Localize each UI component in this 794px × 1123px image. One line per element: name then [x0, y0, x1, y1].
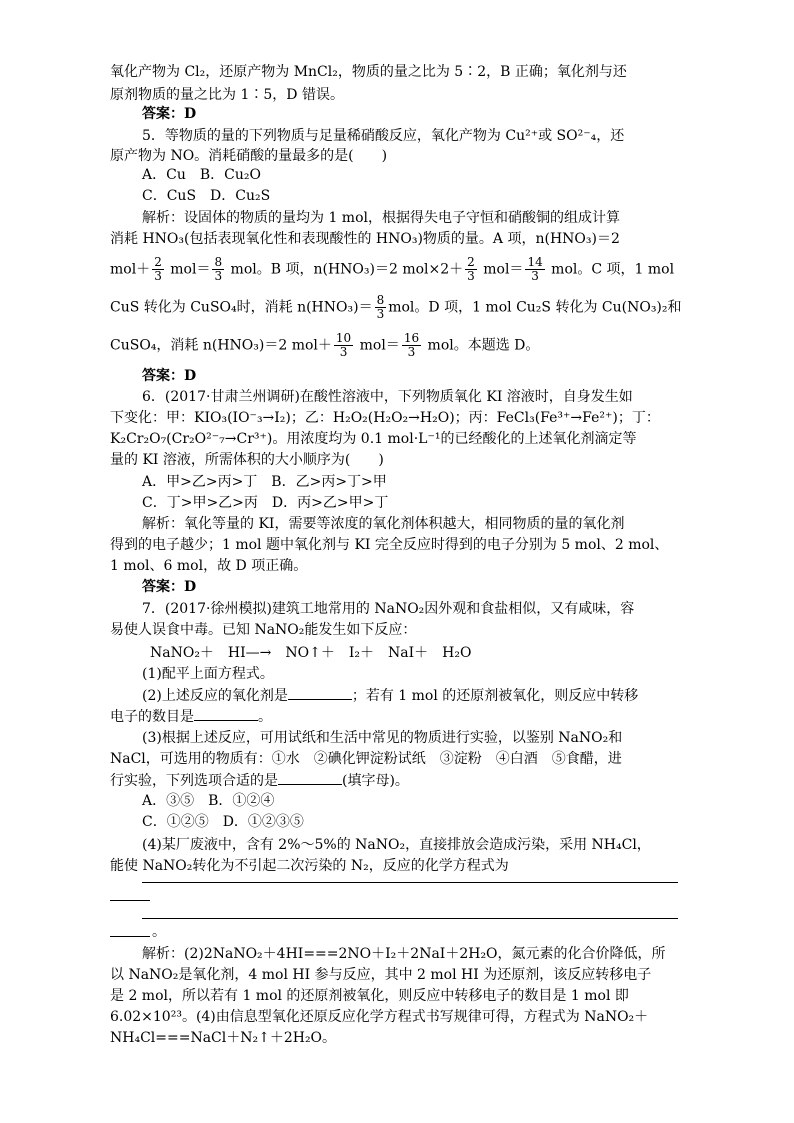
text-fragment: (2)上述反应的氧化剂是 — [142, 688, 288, 704]
text-line: 原产物为 NO。消耗硝酸的量最多的是( ) — [110, 148, 388, 164]
text-fragment: mol。B 项，n(HNO₃)＝2 mol×2＋ — [226, 261, 464, 278]
answer-line: 答案：D — [142, 579, 197, 595]
text-line — [110, 706, 272, 727]
answer-blank — [278, 770, 342, 785]
denominator: 3 — [339, 345, 348, 359]
numerator: 16 — [403, 331, 420, 345]
denominator: 3 — [531, 269, 539, 283]
numerator: 10 — [335, 331, 352, 345]
text-line: 能使 NaNO₂转化为不引起二次污染的 N₂，反应的化学方程式为 — [110, 858, 509, 874]
denominator: 3 — [214, 269, 223, 283]
text-line: 。 — [152, 924, 166, 940]
fraction — [465, 256, 477, 283]
text-fragment: mol。C 项，1 mol — [546, 261, 675, 278]
subquestion-line — [142, 685, 638, 706]
option-line: A．③⑤ B．①②④ — [142, 793, 275, 809]
text-line: 下变化：甲：KIO₃(IO⁻₃→I₂)；乙：H₂O₂(H₂O₂→H₂O)；丙：FeCl₃(Fe³⁺→Fe²⁺)；丁： — [110, 410, 660, 426]
subquestion-line: (4)某厂废液中，含有 2%～5%的 NaNO₂，直接排放会造成污染，采用 NH₄Cl， — [142, 837, 651, 853]
denominator: 3 — [154, 269, 162, 283]
numerator: 2 — [154, 255, 162, 269]
subquestion-line: (3)根据上述反应，可用试纸和生活中常见的物质进行实验，以鉴别 NaNO₂和 — [142, 730, 623, 746]
fraction — [402, 332, 421, 359]
denominator: 3 — [407, 345, 416, 359]
question-6-stem: 6．(2017·甘肃兰州调研)在酸性溶液中，下列物质氧化 KI 溶液时，自身发生如 — [142, 389, 633, 405]
option-line: C．CuS D．Cu₂S — [142, 188, 271, 204]
answer-rule — [110, 935, 150, 937]
text-line: 得到的电子越少；1 mol 题中氧化剂与 KI 完全反应时得到的电子分别为 5 mol、2 mol、 — [110, 537, 669, 553]
text-line: 氧化产物为 Cl₂，还原产物为 MnCl₂，物质的量之比为 5∶2，B 正确；氧化剂与还 — [110, 64, 627, 80]
answer-blank — [194, 706, 258, 721]
reaction-equation: NaNO₂＋ HI—→ NO↑＋ I₂＋ NaI＋ H₂O — [150, 645, 472, 661]
text-line: 消耗 HNO₃(包括表现氧化性和表现酸性的 HNO₃)物质的量。A 项，n(HNO₃)＝2 — [110, 231, 620, 247]
text-fragment: 电子的数目是 — [110, 709, 194, 725]
fraction — [212, 256, 224, 283]
text-line: 量的 KI 溶液，所需体积的大小顺序为( ) — [110, 452, 384, 468]
text-line: NaCl，可选用的物质有：①水 ②碘化钾淀粉试纸 ③淀粉 ④白酒 ⑤食醋，进 — [110, 751, 622, 767]
fraction — [525, 256, 544, 283]
answer-rule — [142, 917, 678, 919]
text-fragment: ；若有 1 mol 的还原剂被氧化，则反应中转移 — [351, 688, 639, 704]
option-line: A．甲>乙>丙>丁 B．乙>丙>丁>甲 — [142, 474, 387, 490]
text-fragment: 行实验，下列选项合适的是 — [110, 773, 278, 789]
text-line: K₂Cr₂O₇(Cr₂O²⁻₇→Cr³⁺)。用浓度均为 0.1 mol·L⁻¹的已经酸化的上述氧化剂滴定等 — [110, 431, 637, 447]
answer-line: 答案：D — [142, 106, 197, 122]
text-fragment: (填字母)。 — [342, 773, 409, 789]
text-fragment: mol＝ — [355, 337, 400, 354]
text-fragment: 。 — [258, 709, 272, 725]
numerator: 2 — [467, 255, 475, 269]
denominator: 3 — [376, 307, 385, 321]
text-fragment: mol。D 项，1 mol Cu₂S 转化为 Cu(NO₃)₂和 — [388, 299, 682, 316]
text-fragment: CuSO₄，消耗 n(HNO₃)＝2 mol＋ — [110, 337, 332, 354]
option-line: A．Cu B．Cu₂O — [142, 167, 261, 183]
question-5-stem: 5．等物质的量的下列物质与足量稀硝酸反应，氧化产物为 Cu²⁺或 SO²⁻₄，还 — [142, 128, 625, 144]
text-line: 6.02×10²³。(4)由信息型氧化还原反应化学方程式书写规律可得，方程式为 NaNO₂＋ — [110, 1009, 649, 1025]
answer-line: 答案：D — [142, 368, 197, 384]
answer-rule — [110, 899, 150, 901]
text-fragment: mol＋ — [110, 261, 151, 278]
numerator: 8 — [214, 255, 223, 269]
text-line: 原剂物质的量之比为 1∶5，D 错误。 — [110, 87, 344, 103]
analysis-line: 解析：氧化等量的 KI，需要等浓度的氧化剂体积越大，相同物质的量的氧化剂 — [142, 516, 625, 532]
text-line: 以 NaNO₂是氧化剂，4 mol HI 参与反应，其中 2 mol HI 为还原剂，该反应转移电子 — [110, 967, 652, 983]
text-fragment: mol＝ — [478, 261, 524, 278]
text-line: NH₄Cl===NaCl＋N₂↑＋2H₂O。 — [110, 1030, 337, 1046]
text-line: 易使人误食中毒。已知 NaNO₂能发生如下反应： — [110, 622, 417, 638]
option-line: C．丁>甲>乙>丙 D．丙>乙>甲>丁 — [142, 495, 389, 511]
answer-rule — [142, 881, 678, 883]
fraction — [334, 332, 353, 359]
fraction — [375, 294, 387, 321]
text-fragment: mol＝ — [165, 261, 211, 278]
text-line — [110, 770, 409, 791]
equation-line — [110, 332, 539, 359]
option-line: C．①②⑤ D．①②③⑤ — [142, 814, 304, 830]
text-fragment: mol。本题选 D。 — [423, 337, 540, 354]
analysis-line: 解析：设固体的物质的量均为 1 mol，根据得失电子守恒和硝酸铜的组成计算 — [142, 210, 620, 226]
numerator: 14 — [527, 255, 543, 269]
text-fragment: CuS 转化为 CuSO₄时，消耗 n(HNO₃)＝ — [110, 299, 373, 316]
numerator: 8 — [376, 293, 385, 307]
fraction — [152, 256, 164, 283]
text-line: 是 2 mol，所以若有 1 mol 的还原剂被氧化，则反应中转移电子的数目是 1 mol 即 — [110, 988, 629, 1004]
question-7-stem: 7．(2017·徐州模拟)建筑工地常用的 NaNO₂因外观和食盐相似，又有咸味，容 — [142, 601, 635, 617]
text-line: 1 mol、6 mol，故 D 项正确。 — [110, 558, 308, 574]
denominator: 3 — [467, 269, 475, 283]
equation-line — [110, 294, 682, 321]
analysis-line: 解析：(2)2NaNO₂＋4HI===2NO＋I₂＋2NaI＋2H₂O，氮元素的化合价降低，所 — [142, 946, 666, 962]
answer-blank — [288, 685, 352, 700]
subquestion-line: (1)配平上面方程式。 — [142, 666, 274, 682]
equation-line — [110, 256, 674, 283]
